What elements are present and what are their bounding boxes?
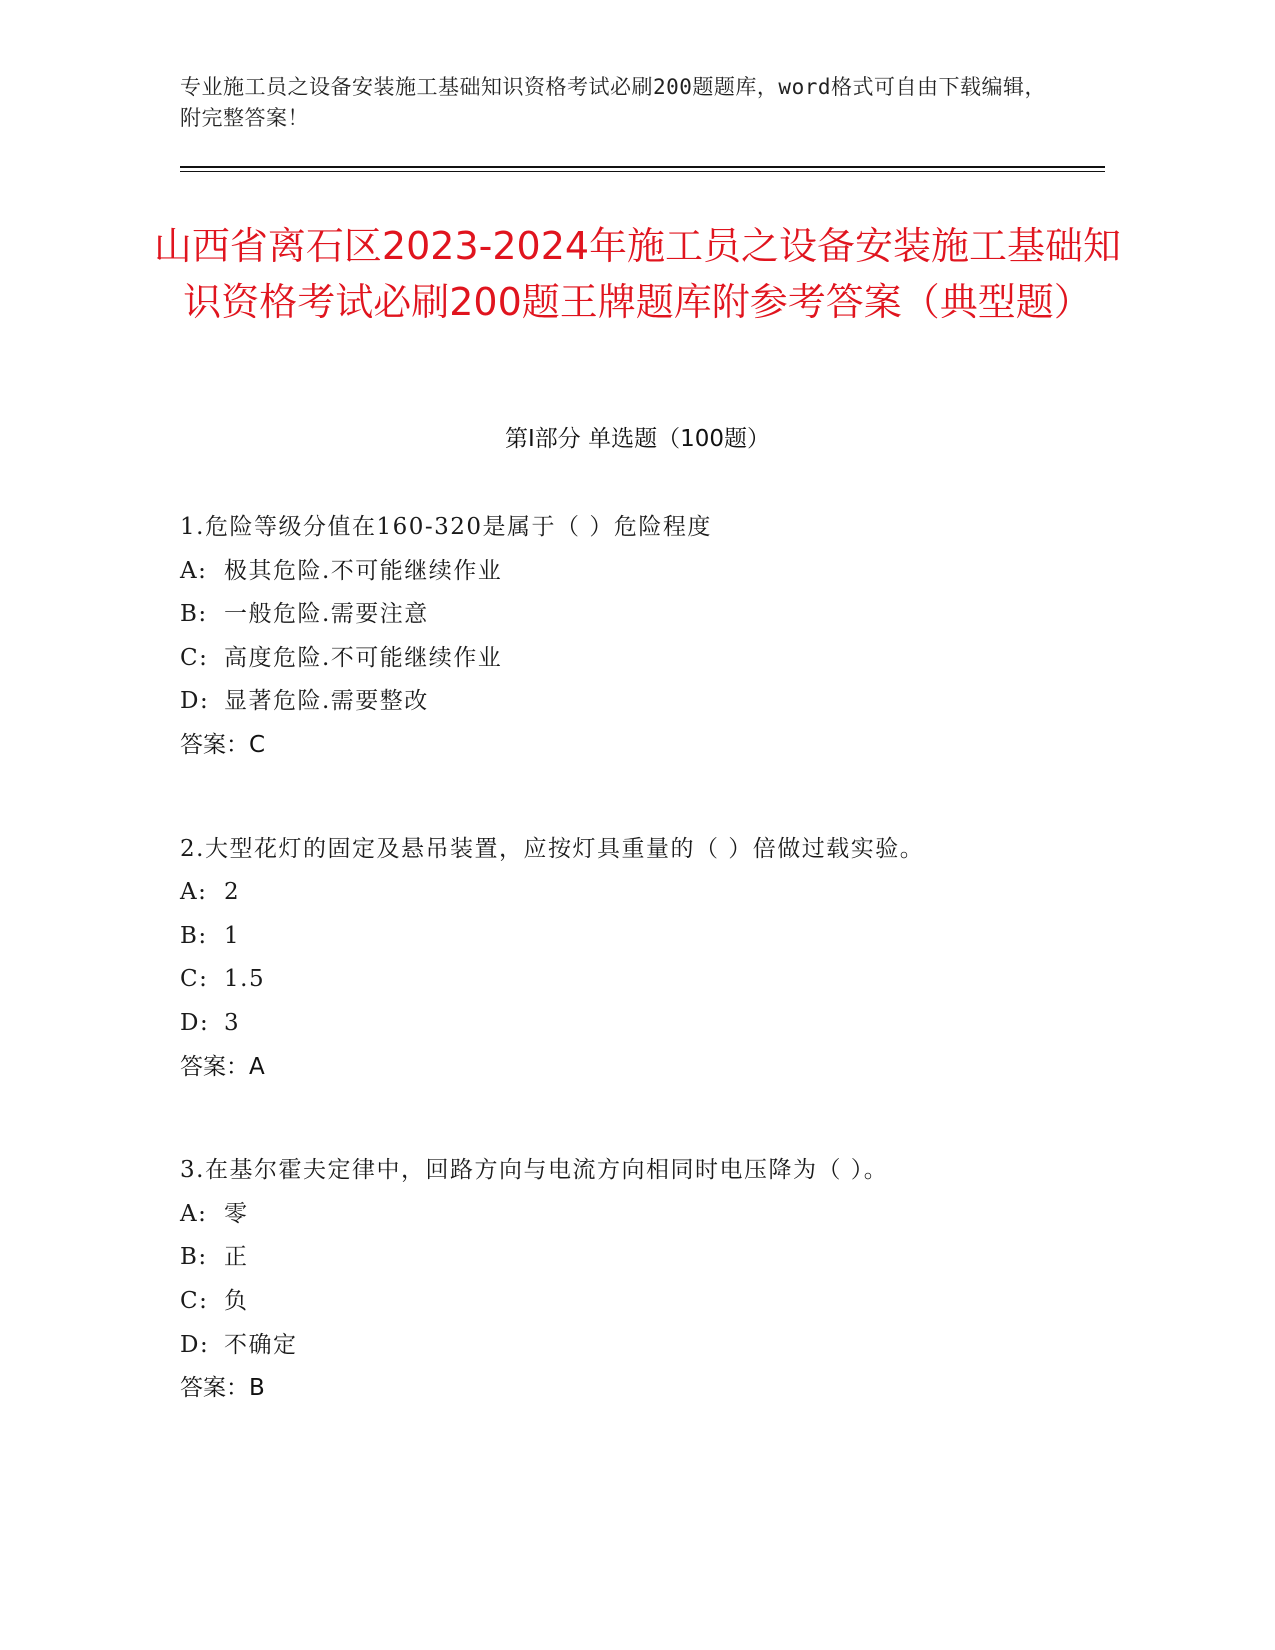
- option-text: 1: [224, 922, 241, 949]
- question-stem: 2.大型花灯的固定及悬吊装置，应按灯具重量的（ ）倍做过载实验。: [180, 835, 925, 862]
- option-letter: C:: [180, 1287, 209, 1314]
- option-letter: D:: [180, 688, 210, 715]
- option-text: 高度危险.不可能继续作业: [224, 644, 503, 671]
- option-b: [180, 1236, 1100, 1280]
- option-letter: B:: [180, 1244, 208, 1271]
- option-letter: C:: [180, 966, 209, 993]
- option-d: [180, 1324, 1100, 1368]
- header-rule-thin: [180, 171, 1105, 172]
- option-a: [180, 871, 1100, 915]
- option-text: 不确定: [224, 1331, 298, 1358]
- option-text: 正: [224, 1244, 249, 1271]
- document-title: 山西省离石区2023-2024年施工员之设备安装施工基础知识资格考试必刷200题王牌题库附参考答案（典型题）: [153, 224, 1122, 324]
- question-1: [180, 506, 1100, 768]
- option-text: 3: [224, 1009, 241, 1036]
- option-letter: A:: [180, 1200, 208, 1227]
- header-note: 专业施工员之设备安装施工基础知识资格考试必刷200题题库，word格式可自由下载编辑，附完整答案！: [180, 75, 1046, 130]
- question-3: [180, 1149, 1100, 1411]
- option-letter: D:: [180, 1331, 210, 1358]
- option-b: [180, 593, 1100, 637]
- option-c: [180, 637, 1100, 681]
- option-text: 零: [224, 1200, 249, 1227]
- answer: 答案：A: [180, 1053, 265, 1080]
- option-letter: C:: [180, 644, 209, 671]
- option-text: 2: [224, 879, 241, 906]
- option-b: [180, 915, 1100, 959]
- question-2: [180, 828, 1100, 1090]
- option-d: [180, 1002, 1100, 1046]
- option-text: 显著危险.需要整改: [224, 688, 429, 715]
- option-text: 1.5: [224, 966, 266, 993]
- option-letter: B:: [180, 922, 208, 949]
- question-stem: 3.在基尔霍夫定律中，回路方向与电流方向相同时电压降为（ ）。: [180, 1157, 889, 1184]
- option-letter: B:: [180, 601, 208, 628]
- option-c: [180, 1280, 1100, 1324]
- answer: 答案：B: [180, 1375, 265, 1402]
- option-letter: D:: [180, 1009, 210, 1036]
- option-c: [180, 958, 1100, 1002]
- option-a: [180, 550, 1100, 594]
- option-text: 极其危险.不可能继续作业: [224, 557, 503, 584]
- option-letter: A:: [180, 879, 208, 906]
- question-list: [180, 506, 1100, 1471]
- option-d: [180, 680, 1100, 724]
- answer: 答案：C: [180, 731, 266, 758]
- header-rule-thick: [180, 166, 1105, 168]
- section-title: 第Ⅰ部分 单选题（100题）: [505, 426, 770, 452]
- question-stem: 1.危险等级分值在160-320是属于（ ）危险程度: [180, 514, 712, 540]
- option-text: 一般危险.需要注意: [224, 601, 429, 628]
- option-a: [180, 1193, 1100, 1237]
- option-text: 负: [224, 1287, 249, 1314]
- option-letter: A:: [180, 557, 208, 584]
